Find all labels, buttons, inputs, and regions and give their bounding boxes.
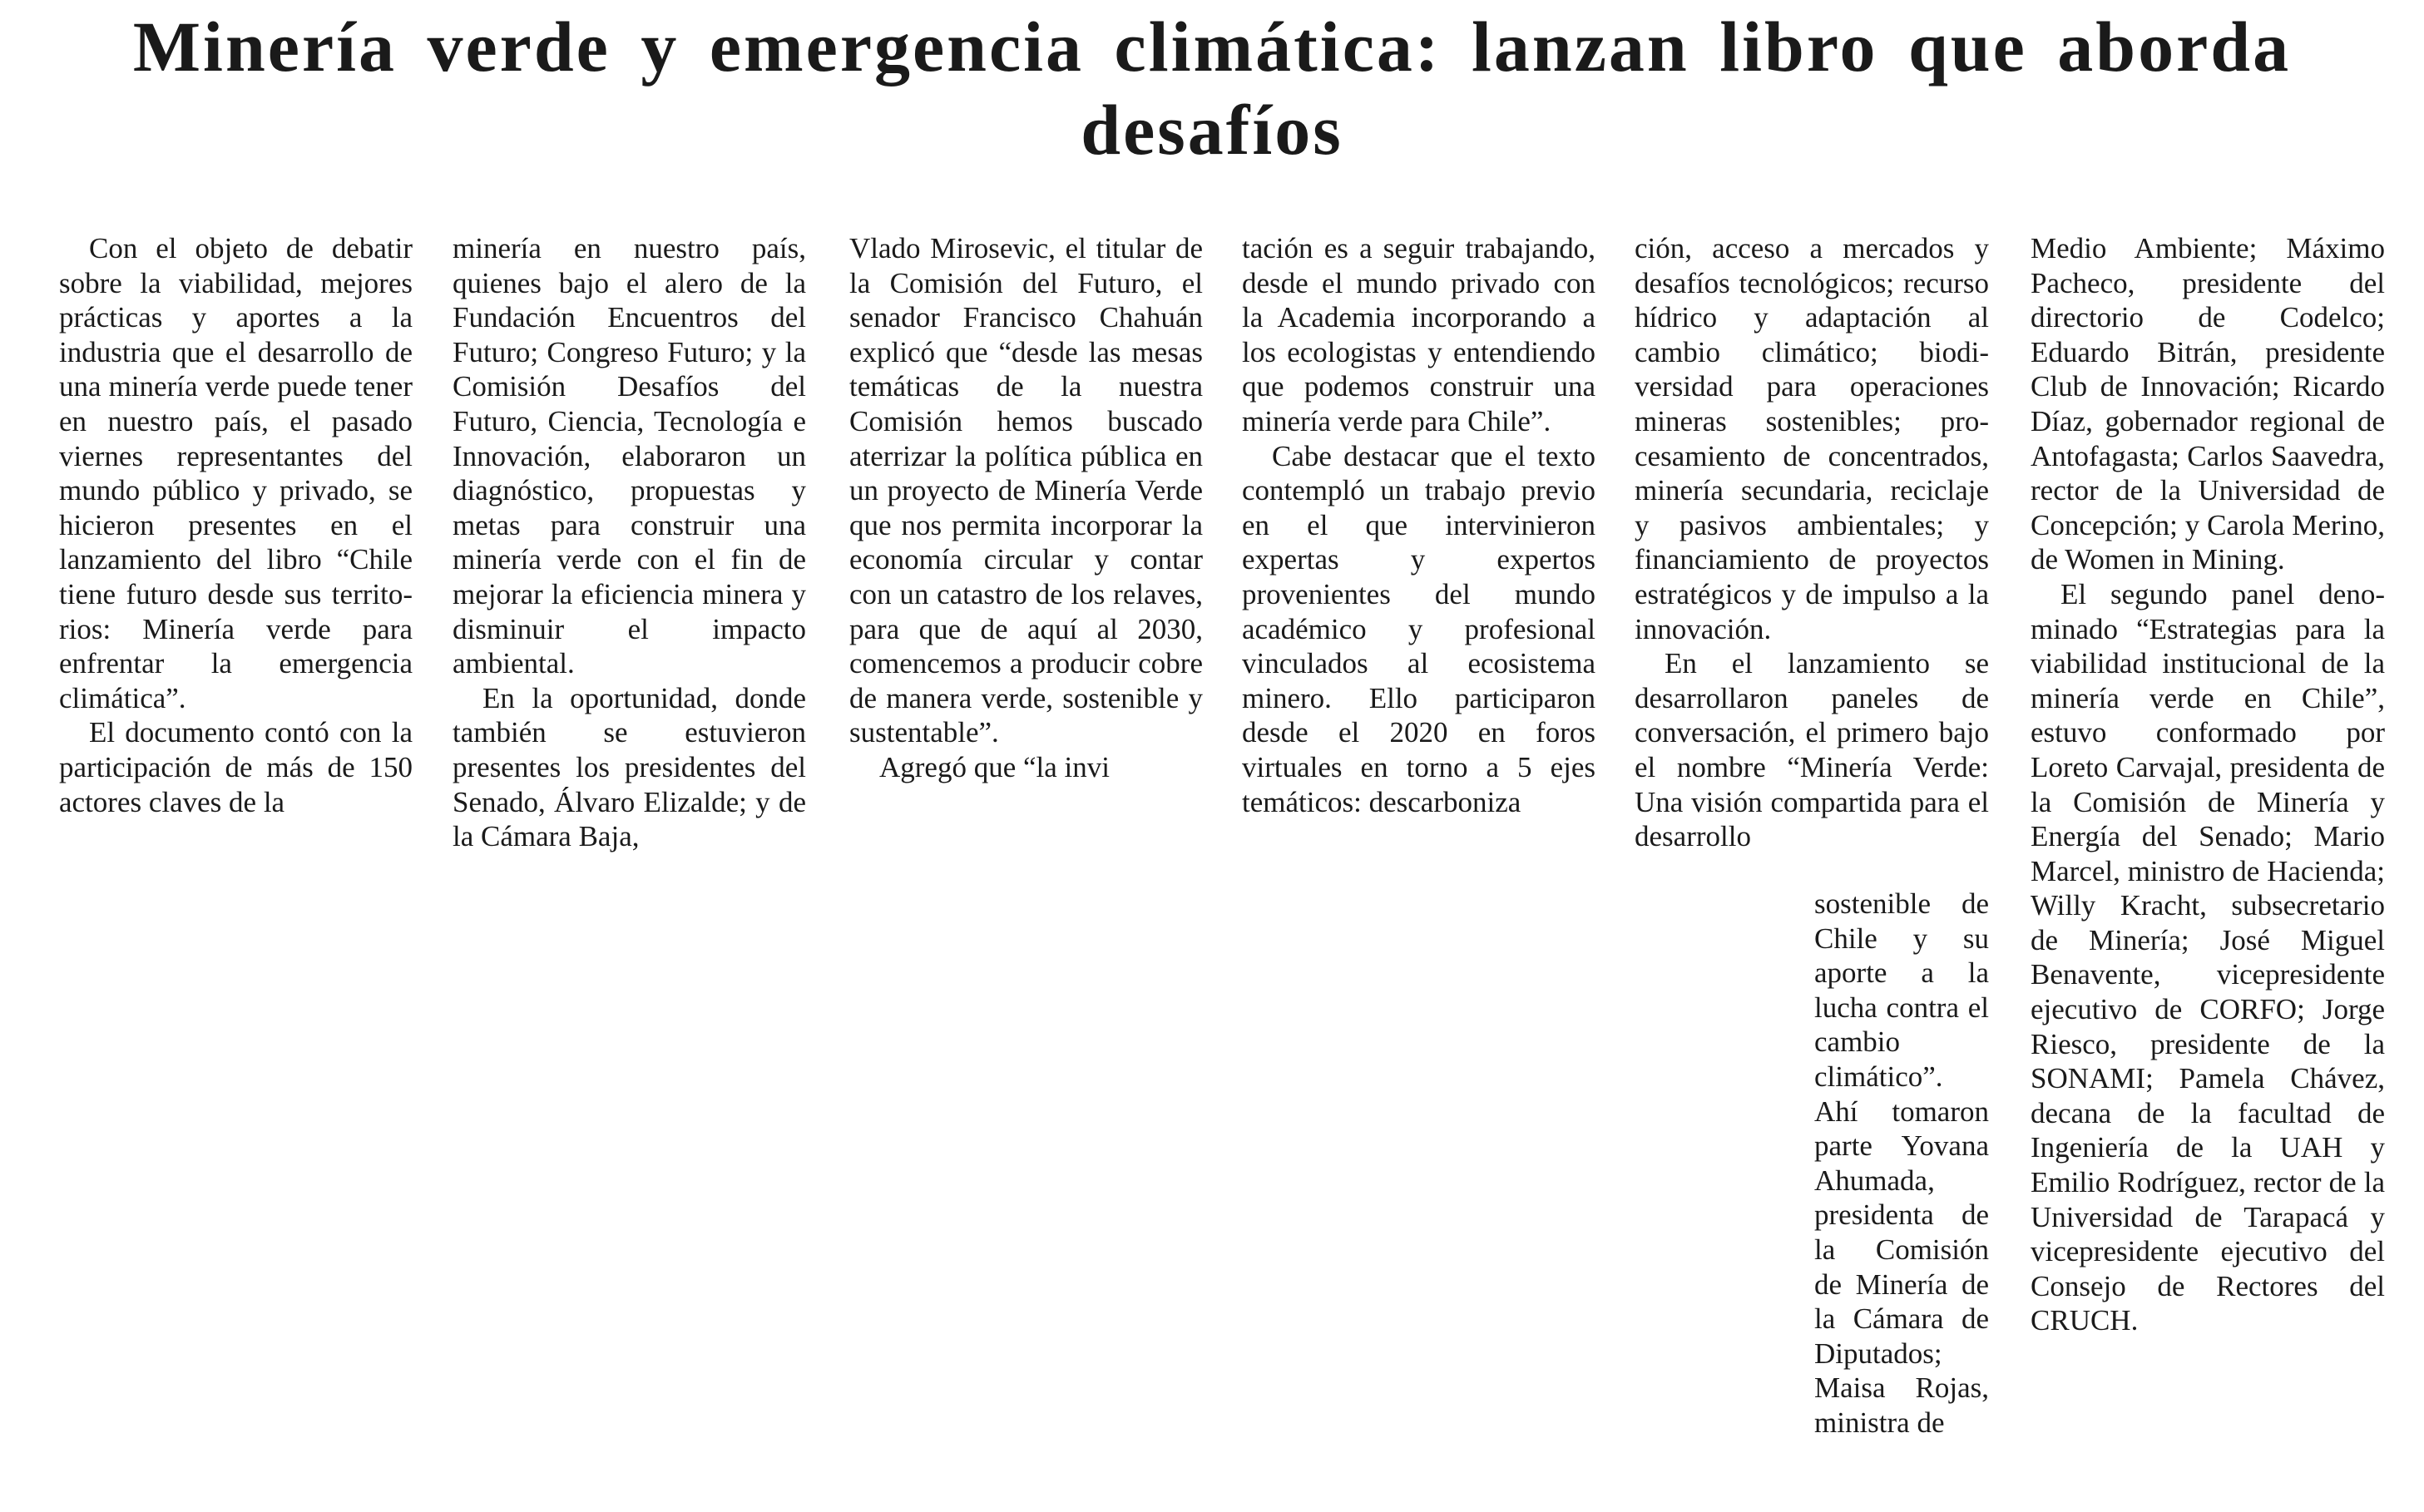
paragraph: El documento contó con la participación de más de 150 actores claves de la [59,716,413,818]
paragraph: sostenible de Chile y su aporte a la lucha contra el cambio climático”. Ahí tomaron parte Yovana Ahumada, presidenta de la Comisión de Minería de la Cámara de Diputados; Maisa Rojas, ministra de [1814,887,1989,1439]
paragraph: El segundo panel denominado “Estrategias para la viabilidad institucional de la minería verde en Chile”, estuvo conformado por Loreto Carvajal, presidenta de la Comisión de Minería y Energía del Senado; Mario Marcel, ministro de Hacienda; Willy Kracht, subsecretario de Minería; José Miguel Benavente, vicepresidente ejecutivo de CORFO; Jorge Riesco, presidente de la SONAMI; Pamela Chávez, decana de la facultad de Ingeniería de la UAH y Emilio Rodríguez, rector de la Universidad de Tarapacá y vicepresidente ejecutivo del Consejo de Rectores del CRUCH. [2031,577,2385,1337]
paragraph: ción, acceso a mercados y desafíos tecnológicos; recurso hídrico y adaptación al cambio climático; biodiversidad para operaciones mineras sostenibles; procesamiento de concentrados, minería secundaria, reciclaje y pasivos ambientales; y financiamiento de proyectos estratégicos y de impulso a la innovación. [1635,232,1989,645]
article-column-2 [453,231,806,854]
paragraph: Vlado Mirosevic, el titular de la Comisión del Futuro, el senador Francisco Chahuán explicó que “desde las mesas temáticas de la nuestra Comisión hemos buscado aterrizar la política pública en un proyecto de Minería Verde que nos permita incorporar la economía circular y contar con un catastro de los relaves, para que de aquí al 2030, comencemos a producir cobre de manera verde, sostenible y sustentable”. [849,232,1203,749]
paragraph: En el lanzamiento se desarrollaron paneles de conversación, el primero bajo el nombre “Minería Verde: Una visión compartida para el desarrollo [1635,647,1989,853]
article-headline: Minería verde y emergencia climática: lanzan libro que aborda desafíos [132,7,2292,170]
article-column-5 [1635,231,1989,854]
paragraph: tación es a seguir trabajando, desde el mundo privado con la Academia incorporando a los ecologistas y entendiendo que podemos construir una minería verde para Chile”. [1242,232,1595,437]
article-column-4 [1242,231,1595,819]
paragraph: En la oportunidad, donde también se estuvieron presentes los presidentes del Senado, Álvaro Elizalde; y de la Cámara Baja, [453,681,806,853]
article-column-3 [849,231,1203,785]
article-column-5-continuation [1814,887,1989,1440]
paragraph: Agregó que “la invi [879,750,1110,783]
paragraph: Cabe destacar que el texto contempló un trabajo previo en el que intervinieron expertas y expertos provenientes del mundo académico y profesional vinculados al ecosistema minero. Ello participaron desde el 2020 en foros virtuales en torno a 5 ejes temáticos: descarboniza [1242,439,1595,818]
paragraph: minería en nuestro país, quienes bajo el alero de la Fundación Encuentros del Futuro; Congreso Futuro; y la Comisión Desafíos del Futuro, Ciencia, Tecnología e Innovación, elaboraron un diagnóstico, propuestas y metas para construir una minería verde con el fin de mejorar la eficiencia minera y disminuir el impacto ambiental. [453,232,806,680]
paragraph: Con el objeto de debatir sobre la viabilidad, mejores prácticas y aportes a la industria que el desarrollo de una minería verde puede tener en nuestro país, el pasado viernes representantes del mundo público y privado, se hicieron presentes en el lanzamiento del libro “Chile tiene futuro desde sus territorios: Minería verde para enfrentar la emergencia climática”. [59,232,413,714]
article-column-6 [2031,231,2385,1338]
article-column-1 [59,231,413,819]
paragraph: Medio Ambiente; Máximo Pacheco, presidente del directorio de Codelco; Eduardo Bitrán, presidente Club de Innovación; Ricardo Díaz, gobernador regional de Antofagasta; Carlos Saavedra, rector de la Universidad de Concepción; y Carola Merino, de Women in Mining. [2031,232,2385,576]
